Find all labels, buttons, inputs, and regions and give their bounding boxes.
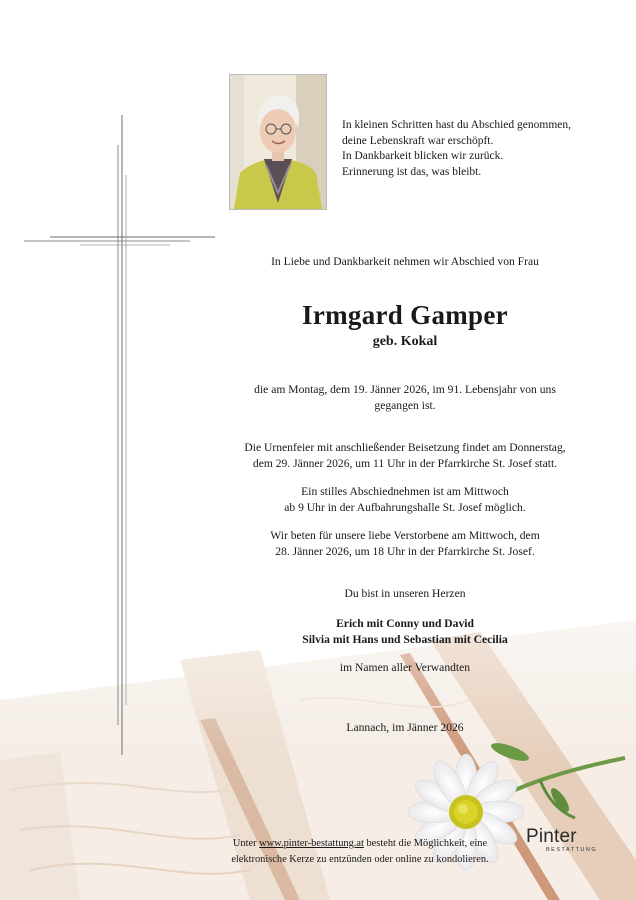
- footer-suffix: besteht die Möglichkeit, eine: [363, 838, 488, 849]
- footer-line-2: elektronische Kerze zu entzünden oder online zu kondolieren.: [231, 853, 489, 865]
- urn-line: dem 29. Jänner 2026, um 11 Uhr in der Pfarrkirche St. Josef statt.: [252, 456, 558, 470]
- death-notice: [216, 382, 594, 413]
- poem-line: Erinnerung ist das, was bleibt.: [342, 165, 482, 178]
- poem-line: In kleinen Schritten hast du Abschied genommen,: [342, 119, 571, 131]
- intro-text: In Liebe und Dankbarkeit nehmen wir Abschied von Frau: [271, 255, 539, 268]
- relatives-text: im Namen aller Verwandten: [339, 661, 471, 674]
- portrait-photo: [229, 74, 327, 210]
- poem: [342, 118, 612, 180]
- death-line: gegangen ist.: [374, 398, 436, 412]
- deceased-name: Irmgard Gamper: [302, 300, 508, 330]
- brand-name: Pinter: [526, 826, 577, 847]
- poem-line: deine Lebenskraft war erschöpft.: [342, 134, 494, 147]
- prayer-line: Wir beten für unsere liebe Verstorbene am Mittwoch, dem: [270, 529, 540, 542]
- cross-icon: [20, 115, 220, 755]
- urn-ceremony-notice: [216, 440, 594, 471]
- footer-line-1: [200, 836, 520, 852]
- urn-line: Die Urnenfeier mit anschließender Beisetzung findet am Donnerstag,: [244, 441, 566, 454]
- brand-subtitle: BESTATTUNG: [546, 847, 598, 853]
- pinter-logo: [526, 826, 597, 853]
- maiden-name: geb. Kokal: [372, 334, 438, 349]
- place-date: Lannach, im Jänner 2026: [346, 721, 464, 734]
- farewell-line: ab 9 Uhr in der Aufbahrungshalle St. Josef möglich.: [284, 500, 526, 514]
- farewell-line: Ein stilles Abschiednehmen ist am Mittwoch: [301, 485, 509, 498]
- footer-prefix: Unter: [232, 838, 260, 849]
- heart-text: Du bist in unseren Herzen: [344, 587, 466, 600]
- website-link[interactable]: www.pinter-bestattung.at: [259, 838, 364, 849]
- prayer-line: 28. Jänner 2026, um 18 Uhr in der Pfarrkirche St. Josef.: [275, 544, 535, 558]
- footer-note: [200, 836, 520, 867]
- farewell-notice: [216, 484, 594, 515]
- family-member: Erich mit Conny und David: [336, 617, 474, 630]
- poem-line: In Dankbarkeit blicken wir zurück.: [342, 150, 504, 162]
- family-list: [216, 616, 594, 647]
- death-line: die am Montag, dem 19. Jänner 2026, im 91. Lebensjahr von uns: [254, 383, 556, 396]
- prayer-notice: [216, 528, 594, 559]
- family-member: Silvia mit Hans und Sebastian mit Cecilia: [302, 632, 508, 646]
